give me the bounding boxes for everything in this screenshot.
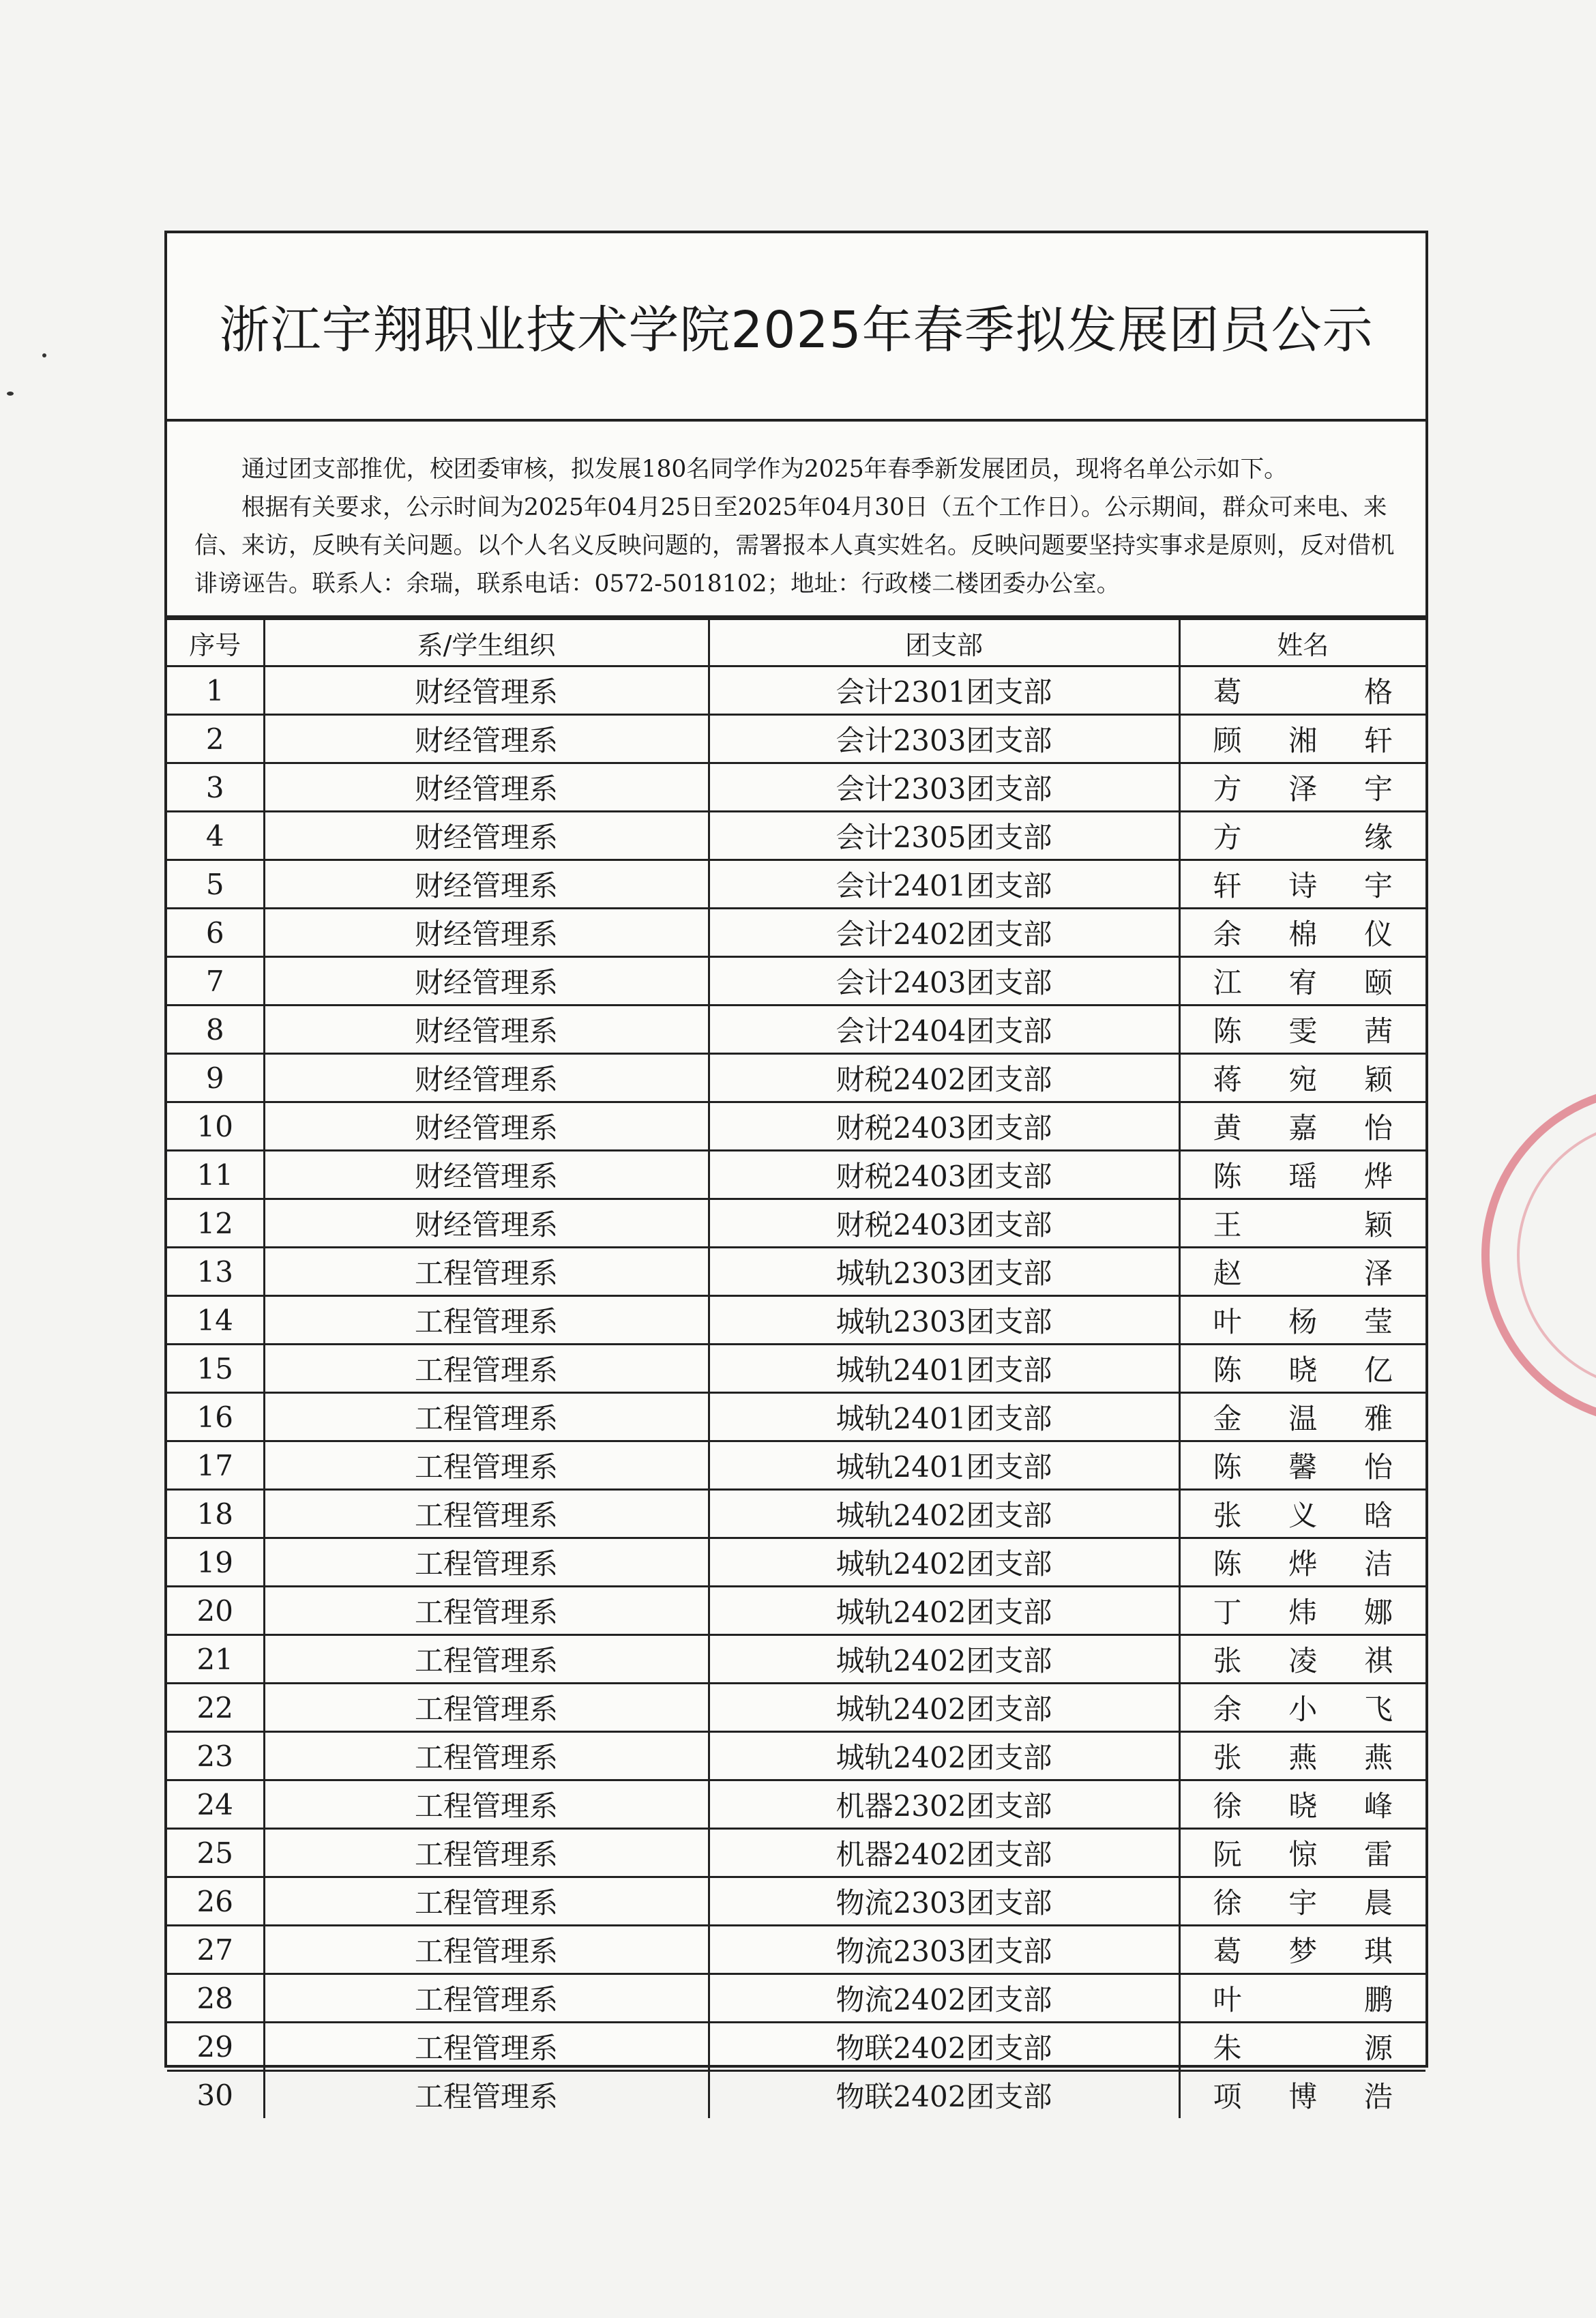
name-char: 湘 [1288,724,1318,757]
name-char: 娜 [1363,1596,1393,1629]
name-char: 晨 [1363,1886,1393,1920]
row-name [1179,1199,1425,1248]
notice-paragraph-2: 根据有关要求，公示时间为2025年04月25日至2025年04月30日（五个工作日）。公示期间，群众可来电、来信、来访，反映有关问题。以个人名义反映问题的，需署报本人真实姓名。反映问题要坚持实事求是原则，反对借机诽谤诬告。联系人：余瑞，联系电话：0572-5018102；地址：行政楼二楼团委办公室。 [194,494,1395,598]
name-char: 陈 [1213,1014,1242,1048]
row-branch: 城轨2401团支部 [709,1393,1179,1441]
row-branch: 城轨2303团支部 [709,1248,1179,1296]
name-char: 泽 [1288,772,1318,806]
row-name [1179,1587,1425,1635]
name-characters [1181,1929,1426,1970]
name-characters [1181,670,1426,711]
table-row [167,957,1425,1006]
table-row [167,1974,1425,2023]
name-characters [1181,1784,1426,1825]
row-branch: 财税2403团支部 [709,1102,1179,1151]
row-department: 财经管理系 [264,909,709,957]
row-branch: 物联2402团支部 [709,2071,1179,2119]
row-name [1179,1441,1425,1490]
name-char: 葛 [1213,1935,1242,1968]
header-number: 序号 [167,619,264,666]
name-char: 轩 [1213,869,1242,903]
row-number: 27 [167,1926,264,1974]
row-name [1179,1151,1425,1199]
name-characters [1181,1445,1426,1486]
row-branch: 机器2302团支部 [709,1780,1179,1829]
name-char: 缘 [1363,821,1393,854]
row-branch: 会计2401团支部 [709,860,1179,909]
row-name [1179,1926,1425,1974]
row-department: 财经管理系 [264,1054,709,1102]
name-characters [1181,1009,1426,1050]
row-branch: 城轨2303团支部 [709,1296,1179,1345]
row-branch: 会计2301团支部 [709,666,1179,715]
row-number: 29 [167,2023,264,2071]
row-name [1179,1635,1425,1684]
row-branch: 城轨2402团支部 [709,1490,1179,1538]
table-row [167,909,1425,957]
row-name [1179,2023,1425,2071]
row-branch: 物联2402团支部 [709,2023,1179,2071]
row-branch: 会计2402团支部 [709,909,1179,957]
name-char: 梦 [1288,1935,1318,1968]
name-char: 惊 [1288,1838,1318,1871]
table-row [167,860,1425,909]
row-department: 工程管理系 [264,2023,709,2071]
name-char: 晓 [1288,1789,1318,1823]
row-branch: 城轨2402团支部 [709,1732,1179,1780]
name-char: 余 [1213,1692,1242,1726]
name-char: 小 [1288,1692,1318,1726]
row-name [1179,1490,1425,1538]
header-department: 系/学生组织 [264,619,709,666]
seal-inner-ring [1517,1120,1596,1390]
name-char: 仪 [1363,918,1393,951]
row-number: 2 [167,715,264,763]
table-row [167,1829,1425,1877]
name-char: 雯 [1288,1014,1318,1048]
row-department: 工程管理系 [264,1780,709,1829]
table-row [167,1054,1425,1102]
table-row [167,812,1425,860]
name-char: 燕 [1288,1741,1318,1774]
name-char: 顾 [1213,724,1242,757]
name-char: 飞 [1363,1692,1393,1726]
row-name [1179,1829,1425,1877]
name-char: 陈 [1213,1547,1242,1581]
row-number: 26 [167,1877,264,1926]
table-row [167,1732,1425,1780]
row-name [1179,1054,1425,1102]
name-char: 雅 [1363,1402,1393,1435]
table-row [167,1199,1425,1248]
row-branch: 城轨2402团支部 [709,1538,1179,1587]
name-char: 博 [1288,2080,1318,2113]
table-row [167,666,1425,715]
table-row [167,1296,1425,1345]
name-characters [1181,1106,1426,1147]
table-row [167,1490,1425,1538]
table-row [167,1587,1425,1635]
document-title: 浙江宇翔职业技术学院2025年春季拟发展团员公示 [219,301,1374,360]
name-char: 张 [1213,1741,1242,1774]
name-characters [1181,767,1426,808]
name-char: 宇 [1363,869,1393,903]
name-char: 亿 [1363,1353,1393,1387]
name-characters [1181,1687,1426,1728]
row-branch: 物流2402团支部 [709,1974,1179,2023]
name-char: 徐 [1213,1886,1242,1920]
name-characters [1181,1251,1426,1292]
name-characters [1181,815,1426,856]
row-department: 工程管理系 [264,1538,709,1587]
table-row [167,1345,1425,1393]
row-branch: 城轨2401团支部 [709,1345,1179,1393]
row-number: 22 [167,1684,264,1732]
name-characters [1181,1057,1426,1098]
row-branch: 会计2403团支部 [709,957,1179,1006]
table-row [167,715,1425,763]
name-char: 黄 [1213,1111,1242,1145]
name-char: 茜 [1363,1014,1393,1048]
name-char: 宥 [1288,966,1318,999]
name-characters [1181,1735,1426,1776]
name-char [1288,670,1317,711]
row-number: 6 [167,909,264,957]
row-number: 12 [167,1199,264,1248]
row-department: 工程管理系 [264,1974,709,2023]
name-char: 晓 [1288,1353,1318,1387]
row-name [1179,1102,1425,1151]
name-char: 陈 [1213,1450,1242,1484]
name-char: 颖 [1363,1063,1393,1096]
row-branch: 财税2402团支部 [709,1054,1179,1102]
table-row [167,2071,1425,2119]
name-characters [1181,2074,1426,2115]
row-name [1179,909,1425,957]
row-number: 8 [167,1006,264,1054]
name-characters [1181,1300,1426,1340]
name-char [1288,2026,1317,2067]
row-number: 1 [167,666,264,715]
name-char: 泽 [1363,1257,1393,1290]
row-number: 13 [167,1248,264,1296]
name-char: 馨 [1288,1450,1318,1484]
table-row [167,1441,1425,1490]
row-department: 工程管理系 [264,1393,709,1441]
row-name [1179,1732,1425,1780]
name-characters [1181,864,1426,905]
name-char: 颖 [1363,1208,1393,1242]
name-char: 王 [1213,1208,1242,1242]
table-row [167,1684,1425,1732]
row-name [1179,763,1425,812]
row-number: 28 [167,1974,264,2023]
row-department: 工程管理系 [264,1926,709,1974]
row-number: 11 [167,1151,264,1199]
name-char [1288,815,1317,856]
name-char: 陈 [1213,1160,1242,1193]
row-department: 财经管理系 [264,1102,709,1151]
name-char: 金 [1213,1402,1242,1435]
name-char [1288,1251,1317,1292]
title-box [167,233,1425,422]
name-characters [1181,912,1426,953]
row-department: 工程管理系 [264,2071,709,2119]
name-char: 怡 [1363,1450,1393,1484]
name-char: 宇 [1288,1886,1318,1920]
row-department: 工程管理系 [264,1829,709,1877]
name-char: 燕 [1363,1741,1393,1774]
name-char: 余 [1213,918,1242,951]
row-name [1179,715,1425,763]
name-characters [1181,1590,1426,1631]
row-name [1179,1296,1425,1345]
name-char [1288,1203,1317,1244]
row-number: 5 [167,860,264,909]
row-department: 财经管理系 [264,763,709,812]
name-char: 祺 [1363,1644,1393,1677]
row-branch: 机器2402团支部 [709,1829,1179,1877]
row-number: 7 [167,957,264,1006]
row-name [1179,1006,1425,1054]
name-characters [1181,1154,1426,1195]
table-row [167,1151,1425,1199]
row-number: 14 [167,1296,264,1345]
name-characters [1181,1493,1426,1534]
name-char: 葛 [1213,675,1242,709]
notice-paragraph-1: 通过团支部推优，校团委审核，拟发展180名同学作为2025年春季新发展团员，现将名单公示如下。 [241,456,1288,483]
row-department: 工程管理系 [264,1296,709,1345]
row-name [1179,1974,1425,2023]
name-char: 晗 [1363,1499,1393,1532]
name-char: 洁 [1363,1547,1393,1581]
row-name [1179,1393,1425,1441]
name-char: 怡 [1363,1111,1393,1145]
row-number: 10 [167,1102,264,1151]
row-branch: 会计2303团支部 [709,763,1179,812]
row-department: 工程管理系 [264,1248,709,1296]
row-number: 18 [167,1490,264,1538]
row-department: 工程管理系 [264,1490,709,1538]
table-row [167,1635,1425,1684]
name-char: 宛 [1288,1063,1318,1096]
row-name [1179,812,1425,860]
row-name [1179,1345,1425,1393]
name-characters [1181,1978,1426,2019]
row-department: 财经管理系 [264,1151,709,1199]
name-char: 义 [1288,1499,1318,1532]
name-char: 峰 [1363,1789,1393,1823]
name-char: 徐 [1213,1789,1242,1823]
row-number: 25 [167,1829,264,1877]
row-name [1179,1538,1425,1587]
row-department: 工程管理系 [264,1587,709,1635]
header-branch: 团支部 [709,619,1179,666]
table-row [167,1926,1425,1974]
row-branch: 物流2303团支部 [709,1877,1179,1926]
row-number: 9 [167,1054,264,1102]
name-char: 陈 [1213,1353,1242,1387]
table-row [167,763,1425,812]
row-branch: 会计2404团支部 [709,1006,1179,1054]
name-characters [1181,1348,1426,1389]
row-branch: 会计2305团支部 [709,812,1179,860]
name-char: 莹 [1363,1305,1393,1338]
row-department: 工程管理系 [264,1345,709,1393]
name-char: 源 [1363,2031,1393,2065]
row-branch: 会计2303团支部 [709,715,1179,763]
candidate-table [167,618,1425,2118]
row-number: 16 [167,1393,264,1441]
name-char: 叶 [1213,1305,1242,1338]
name-characters [1181,1881,1426,1922]
row-name [1179,860,1425,909]
name-char: 蒋 [1213,1063,1242,1096]
name-char: 凌 [1288,1644,1318,1677]
row-number: 19 [167,1538,264,1587]
name-char: 温 [1288,1402,1318,1435]
row-name [1179,1877,1425,1926]
row-department: 财经管理系 [264,1006,709,1054]
row-department: 财经管理系 [264,715,709,763]
name-char: 张 [1213,1499,1242,1532]
row-name [1179,1248,1425,1296]
name-char: 炜 [1288,1596,1318,1629]
name-char: 张 [1213,1644,1242,1677]
table-row [167,2023,1425,2071]
table-row [167,1780,1425,1829]
row-department: 财经管理系 [264,957,709,1006]
row-name [1179,1780,1425,1829]
row-branch: 城轨2402团支部 [709,1684,1179,1732]
row-branch: 城轨2402团支部 [709,1587,1179,1635]
row-department: 工程管理系 [264,1441,709,1490]
name-char: 烨 [1363,1160,1393,1193]
name-characters [1181,1396,1426,1437]
name-char: 格 [1363,675,1393,709]
table-row [167,1006,1425,1054]
name-char: 赵 [1213,1257,1242,1290]
table-row [167,1393,1425,1441]
table-row [167,1102,1425,1151]
row-number: 20 [167,1587,264,1635]
name-char: 烨 [1288,1547,1318,1581]
row-name [1179,666,1425,715]
row-number: 17 [167,1441,264,1490]
name-char: 杨 [1288,1305,1318,1338]
name-char: 嘉 [1288,1111,1318,1145]
row-branch: 财税2403团支部 [709,1199,1179,1248]
name-char [1288,1978,1317,2019]
name-char: 诗 [1288,869,1318,903]
name-char: 江 [1213,966,1242,999]
name-char: 丁 [1213,1596,1242,1629]
row-department: 工程管理系 [264,1635,709,1684]
row-number: 3 [167,763,264,812]
name-char: 轩 [1363,724,1393,757]
table-row [167,1248,1425,1296]
name-characters [1181,2026,1426,2067]
name-characters [1181,718,1426,759]
table-header-row [167,619,1425,666]
row-number: 30 [167,2071,264,2119]
row-number: 23 [167,1732,264,1780]
name-characters [1181,1832,1426,1873]
row-branch: 城轨2402团支部 [709,1635,1179,1684]
name-char: 朱 [1213,2031,1242,2065]
name-char: 阮 [1213,1838,1242,1871]
name-characters [1181,1639,1426,1679]
row-number: 21 [167,1635,264,1684]
row-department: 财经管理系 [264,1199,709,1248]
name-char: 宇 [1363,772,1393,806]
name-char: 棉 [1288,918,1318,951]
name-char: 方 [1213,772,1242,806]
row-department: 工程管理系 [264,1877,709,1926]
name-char: 瑶 [1288,1160,1318,1193]
row-branch: 物流2303团支部 [709,1926,1179,1974]
row-name [1179,957,1425,1006]
notice-document [164,231,1428,2113]
row-name [1179,2071,1425,2119]
row-name [1179,1684,1425,1732]
row-number: 4 [167,812,264,860]
name-char: 项 [1213,2080,1242,2113]
name-char: 方 [1213,821,1242,854]
row-department: 财经管理系 [264,860,709,909]
name-char: 雷 [1363,1838,1393,1871]
name-char: 鹏 [1363,1983,1393,2016]
name-char: 浩 [1363,2080,1393,2113]
name-characters [1181,1542,1426,1583]
name-char: 琪 [1363,1935,1393,1968]
row-branch: 城轨2401团支部 [709,1441,1179,1490]
name-char: 叶 [1213,1983,1242,2016]
header-name: 姓名 [1179,619,1425,666]
row-department: 工程管理系 [264,1732,709,1780]
table-row [167,1538,1425,1587]
name-characters [1181,1203,1426,1244]
name-char: 颐 [1363,966,1393,999]
row-department: 工程管理系 [264,1684,709,1732]
row-branch: 财税2403团支部 [709,1151,1179,1199]
row-department: 财经管理系 [264,812,709,860]
name-characters [1181,960,1426,1001]
row-number: 15 [167,1345,264,1393]
red-seal-stamp-icon [1481,1085,1596,1426]
row-department: 财经管理系 [264,666,709,715]
notice-text [167,419,1425,618]
table-row [167,1877,1425,1926]
row-number: 24 [167,1780,264,1829]
